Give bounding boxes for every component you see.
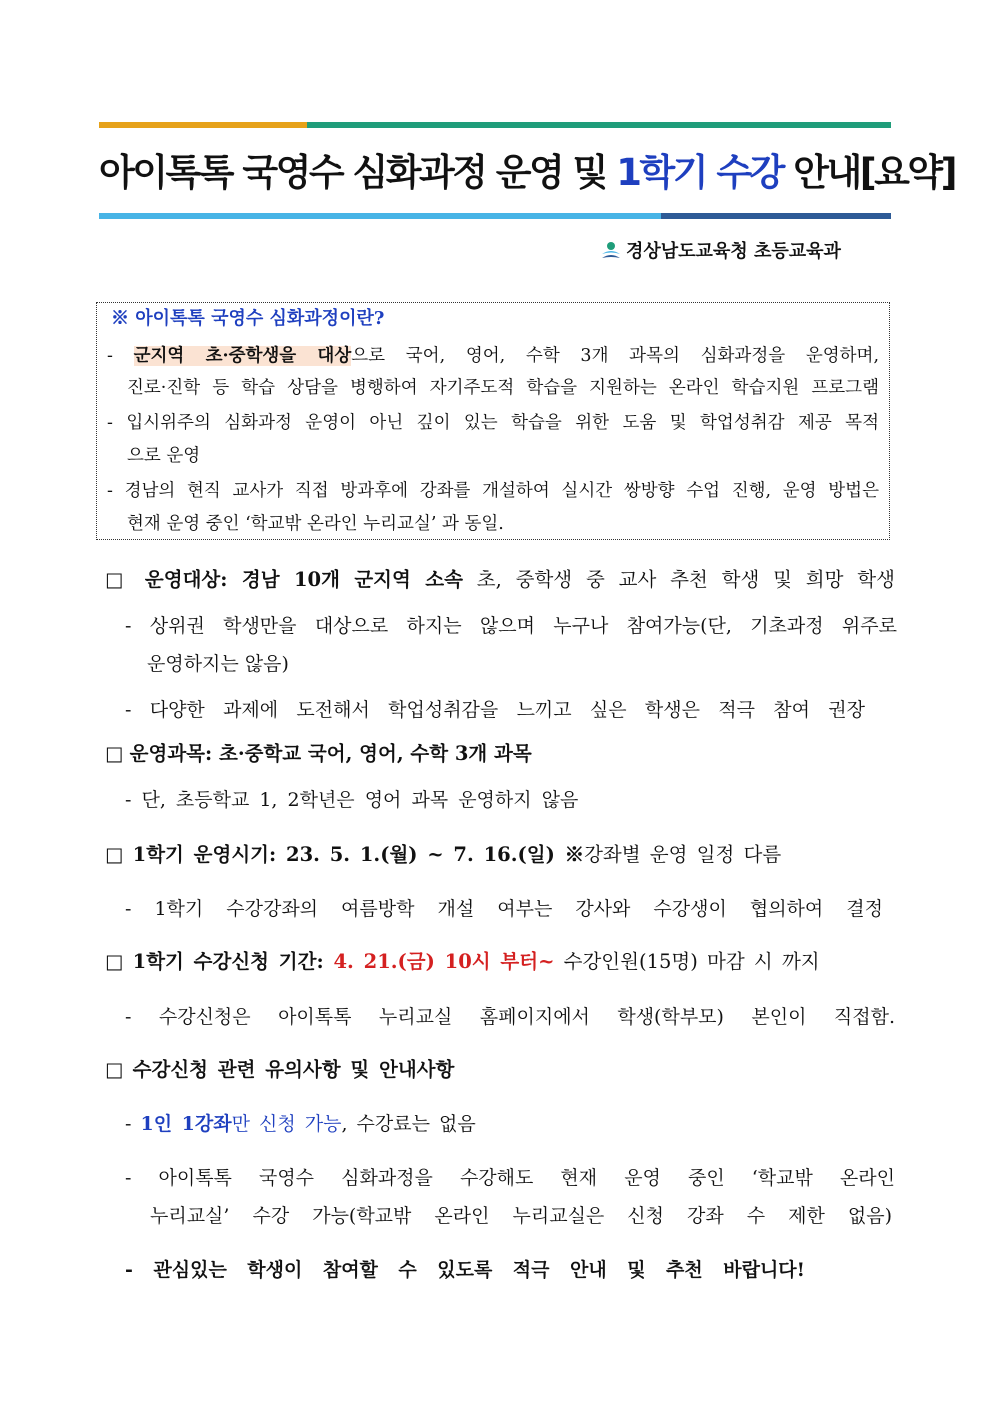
intro-box (96, 302, 890, 540)
section-subjects: □ 운영과목: 초·중학교 국어, 영어, 수학 3개 과목 (105, 742, 532, 765)
organization-line (600, 238, 898, 266)
section-target-sub-2: - 다양한 과제에 도전해서 학업성취감을 느끼고 싶은 학생은 적극 참여 권장 (125, 699, 865, 721)
section-subjects-sub-1: - 단, 초등학교 1, 2학년은 영어 과목 운영하지 않음 (125, 789, 579, 811)
intro-item-2: - 입시위주의 심화과정 운영이 아닌 깊이 있는 학습을 위한 도움 및 학업성취감 제공 목적 (107, 413, 879, 433)
section-notices-sub-1: - 1인 1강좌만 신청 가능, 수강료는 없음 (125, 1113, 476, 1135)
organization-name: 경상남도교육청 초등교육과 (626, 241, 841, 262)
section-notices-sub-2-cont: 누리교실’ 수강 가능(학교밖 온라인 누리교실은 신청 강좌 수 제한 없음) (150, 1205, 892, 1227)
section-target-sub-1-cont: 운영하지는 않음) (147, 653, 289, 675)
section-target: □ 운영대상: 경남 10개 군지역 소속 초, 중학생 중 교사 추천 학생 및 희망 학생 (105, 568, 895, 591)
section-period-sub-1: - 1학기 수강강좌의 여름방학 개설 여부는 강사와 수강생이 협의하여 결정 (125, 898, 883, 920)
page-title: 아이톡톡 국영수 심화과정 운영 및 1학기 수강 안내[요약] (99, 151, 956, 194)
intro-item-3-cont: 현재 운영 중인 ‘학교밖 온라인 누리교실’ 과 동일. (127, 514, 504, 534)
title-top-rule (99, 122, 891, 128)
intro-item-3: - 경남의 현직 교사가 직접 방과후에 강좌를 개설하여 실시간 쌍방향 수업 진행, 운영 방법은 (107, 481, 879, 501)
intro-item-1: - 군지역 초·중학생을 대상으로 국어, 영어, 수학 3개 과목의 심화과정을 운영하며, (107, 346, 879, 366)
section-period: □ 1학기 운영시기: 23. 5. 1.(월) ~ 7. 16.(일) ※강좌별 운영 일정 다름 (105, 843, 782, 866)
section-application: □ 1학기 수강신청 기간: 4. 21.(금) 10시 부터~ 수강인원(15명) 마감 시 까지 (105, 950, 820, 973)
section-application-sub-1: - 수강신청은 아이톡톡 누리교실 홈페이지에서 학생(학부모) 본인이 직접함. (125, 1006, 895, 1028)
section-notices: □ 수강신청 관련 유의사항 및 안내사항 (105, 1058, 455, 1081)
section-target-sub-1: - 상위권 학생만을 대상으로 하지는 않으며 누구나 참여가능(단, 기초과정 위주로 (125, 615, 897, 637)
section-notices-sub-2: - 아이톡톡 국영수 심화과정을 수강해도 현재 운영 중인 ‘학교밖 온라인 (125, 1167, 895, 1189)
gyeongnam-education-logo-icon (600, 240, 622, 262)
intro-item-1-cont: 진로·진학 등 학습 상담을 병행하여 자기주도적 학습을 지원하는 온라인 학습지원 프로그램 (127, 378, 879, 398)
section-notices-sub-3: - 관심있는 학생이 참여할 수 있도록 적극 안내 및 추천 바랍니다! (125, 1259, 805, 1281)
intro-item-2-cont: 으로 운영 (127, 446, 201, 466)
intro-heading: ※ 아이톡톡 국영수 심화과정이란? (111, 308, 385, 329)
title-bottom-rule (99, 213, 891, 219)
